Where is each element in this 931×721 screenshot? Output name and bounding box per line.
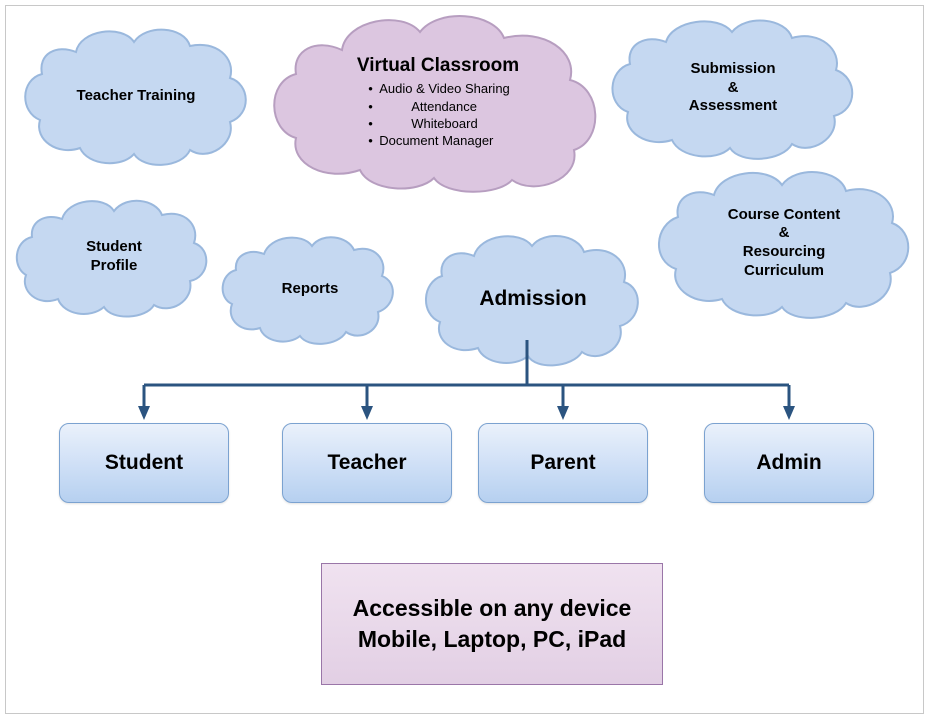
- cloud-title: Reports: [281, 279, 339, 297]
- cloud-shape: [604, 12, 862, 164]
- role-box-label: Parent: [530, 451, 596, 474]
- role-box-label: Admin: [756, 451, 822, 474]
- cloud-title: Submission & Assessment: [688, 59, 778, 115]
- cloud-bullet-item: • Document Manager: [366, 133, 510, 149]
- role-box-parent[interactable]: [478, 423, 648, 503]
- cloud-shape: [262, 8, 614, 196]
- cloud-bullet-item: • Whiteboard: [366, 116, 510, 132]
- cloud-title: Admission: [479, 286, 587, 310]
- cloud-admission[interactable]: [420, 228, 646, 370]
- cloud-shape: [14, 193, 214, 321]
- cloud-title: Course Content & Resourcing Curriculum: [727, 205, 841, 279]
- role-box-label: Student: [104, 451, 184, 474]
- cloud-bullet-item: • Attendance: [366, 99, 510, 115]
- role-box-teacher[interactable]: [282, 423, 452, 503]
- cloud-title: Virtual Classroom: [356, 54, 520, 76]
- role-box-label: Teacher: [327, 451, 407, 474]
- cloud-title: Teacher Training: [76, 86, 196, 104]
- cloud-teacher-training[interactable]: [18, 22, 254, 170]
- cloud-virtual-classroom[interactable]: [262, 8, 614, 196]
- cloud-shape: [650, 163, 918, 323]
- role-box-student[interactable]: [59, 423, 229, 503]
- device-box-line1: Accessible on any device: [352, 594, 632, 621]
- cloud-course-content[interactable]: [650, 163, 918, 323]
- cloud-submission-assessment[interactable]: [604, 12, 862, 164]
- cloud-shape: [420, 228, 646, 370]
- role-box-admin[interactable]: [704, 423, 874, 503]
- cloud-student-profile[interactable]: [14, 193, 214, 321]
- device-box-line2: Mobile, Laptop, PC, iPad: [357, 626, 627, 652]
- cloud-reports[interactable]: [220, 230, 400, 348]
- cloud-title: Student Profile: [86, 238, 142, 274]
- cloud-shape: [220, 230, 400, 348]
- cloud-bullet-item: • Audio & Video Sharing: [366, 81, 510, 97]
- device-accessibility-box: [321, 563, 663, 685]
- cloud-shape: [18, 22, 254, 170]
